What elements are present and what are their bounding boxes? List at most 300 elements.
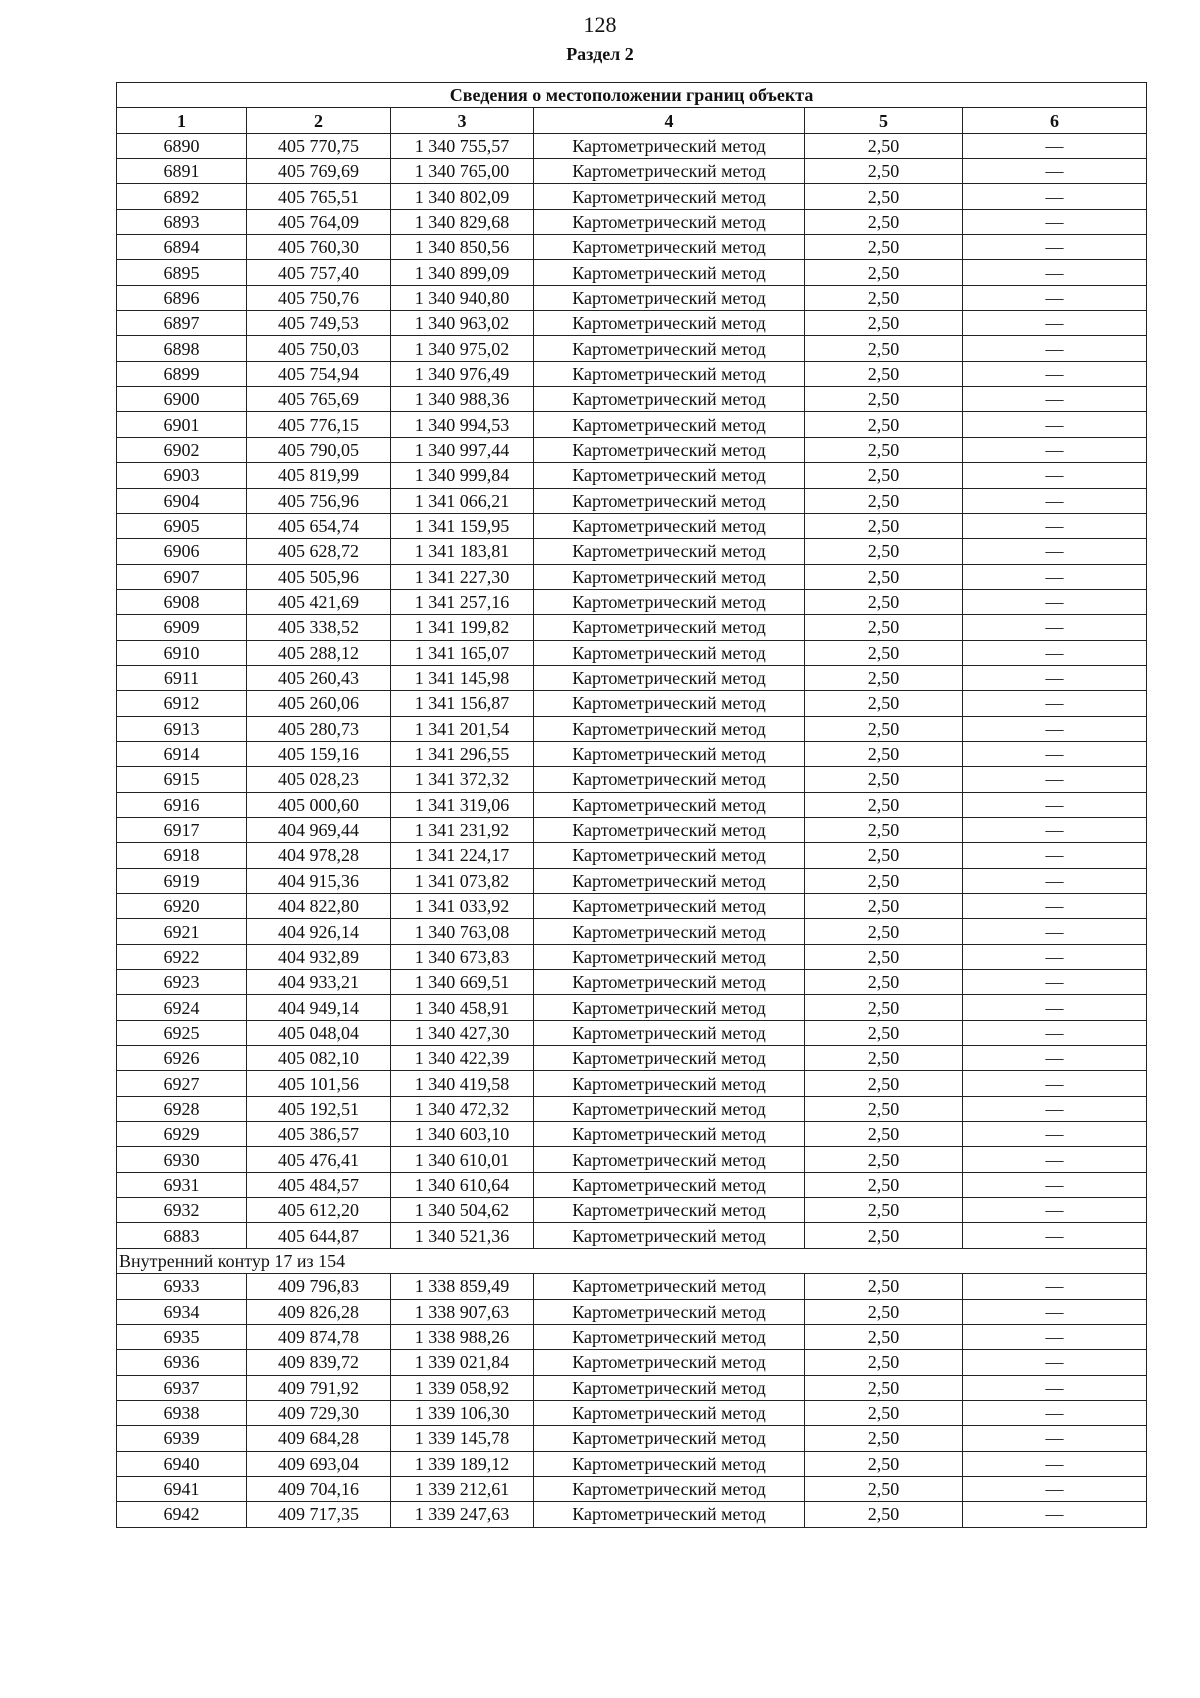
table-cell: 405 776,15: [247, 412, 391, 437]
table-cell: Картометрический метод: [534, 260, 805, 285]
table-cell: —: [963, 615, 1147, 640]
table-cell: —: [963, 1400, 1147, 1425]
table-cell: 1 341 224,17: [391, 843, 534, 868]
table-cell: 404 969,44: [247, 817, 391, 842]
table-cell: 6921: [117, 919, 247, 944]
table-cell: 1 340 988,36: [391, 387, 534, 412]
table-cell: 1 340 976,49: [391, 361, 534, 386]
table-cell: —: [963, 564, 1147, 589]
table-cell: 405 082,10: [247, 1046, 391, 1071]
table-cell: 6892: [117, 184, 247, 209]
table-cell: Картометрический метод: [534, 792, 805, 817]
table-cell: 1 340 850,56: [391, 235, 534, 260]
table-cell: —: [963, 209, 1147, 234]
table-cell: 1 341 257,16: [391, 589, 534, 614]
table-cell: 6931: [117, 1172, 247, 1197]
table-cell: 1 339 106,30: [391, 1400, 534, 1425]
table-row: [117, 235, 1147, 260]
table-cell: 1 339 058,92: [391, 1375, 534, 1400]
table-cell: Картометрический метод: [534, 387, 805, 412]
table-cell: 1 340 603,10: [391, 1122, 534, 1147]
column-header: 3: [391, 108, 534, 133]
table-cell: 1 341 199,82: [391, 615, 534, 640]
table-cell: 6913: [117, 716, 247, 741]
table-cell: 6904: [117, 488, 247, 513]
table-cell: Картометрический метод: [534, 944, 805, 969]
table-cell: 6910: [117, 640, 247, 665]
table-cell: 2,50: [805, 944, 963, 969]
table-cell: 6890: [117, 133, 247, 158]
table-cell: 404 932,89: [247, 944, 391, 969]
table-cell: 6912: [117, 691, 247, 716]
table-cell: 6936: [117, 1350, 247, 1375]
table-row: [117, 1476, 1147, 1501]
table-cell: 2,50: [805, 412, 963, 437]
table-row: [117, 1299, 1147, 1324]
table-cell: 405 765,51: [247, 184, 391, 209]
column-header: 1: [117, 108, 247, 133]
table-cell: Картометрический метод: [534, 463, 805, 488]
table-cell: Картометрический метод: [534, 1147, 805, 1172]
table-cell: 6933: [117, 1274, 247, 1299]
table-cell: 1 340 963,02: [391, 311, 534, 336]
table-cell: Картометрический метод: [534, 488, 805, 513]
table-cell: 405 260,43: [247, 665, 391, 690]
table-cell: —: [963, 235, 1147, 260]
table-cell: —: [963, 1122, 1147, 1147]
table-cell: 2,50: [805, 741, 963, 766]
table-row: [117, 1400, 1147, 1425]
contour-label: Внутренний контур 17 из 154: [117, 1248, 1147, 1273]
table-row: [117, 944, 1147, 969]
table-cell: 405 338,52: [247, 615, 391, 640]
table-row: [117, 260, 1147, 285]
column-header: 4: [534, 108, 805, 133]
table-row: [117, 1046, 1147, 1071]
table-cell: 2,50: [805, 1223, 963, 1248]
table-cell: 405 048,04: [247, 1020, 391, 1045]
table-cell: 2,50: [805, 995, 963, 1020]
table-cell: 1 341 183,81: [391, 539, 534, 564]
table-cell: 2,50: [805, 767, 963, 792]
table-cell: —: [963, 1451, 1147, 1476]
table-cell: 1 340 755,57: [391, 133, 534, 158]
table-row: [117, 640, 1147, 665]
table-cell: Картометрический метод: [534, 817, 805, 842]
table-cell: 1 341 066,21: [391, 488, 534, 513]
table-cell: 2,50: [805, 336, 963, 361]
table-cell: 6893: [117, 209, 247, 234]
table-cell: —: [963, 1350, 1147, 1375]
table-cell: 6940: [117, 1451, 247, 1476]
table-cell: 6928: [117, 1096, 247, 1121]
table-cell: —: [963, 311, 1147, 336]
table-row: [117, 133, 1147, 158]
table-row: [117, 539, 1147, 564]
table-cell: 409 839,72: [247, 1350, 391, 1375]
table-cell: 405 757,40: [247, 260, 391, 285]
table-cell: Картометрический метод: [534, 691, 805, 716]
table-cell: 2,50: [805, 539, 963, 564]
table-row: [117, 868, 1147, 893]
table-cell: Картометрический метод: [534, 970, 805, 995]
table-row: [117, 1020, 1147, 1045]
table-cell: —: [963, 995, 1147, 1020]
table-cell: 6898: [117, 336, 247, 361]
table-cell: 1 340 940,80: [391, 285, 534, 310]
table-cell: 2,50: [805, 894, 963, 919]
table-cell: 6896: [117, 285, 247, 310]
table-cell: Картометрический метод: [534, 311, 805, 336]
table-cell: 6911: [117, 665, 247, 690]
table-cell: 405 760,30: [247, 235, 391, 260]
table-cell: —: [963, 285, 1147, 310]
table-cell: 1 340 763,08: [391, 919, 534, 944]
table-cell: 2,50: [805, 716, 963, 741]
table-cell: Картометрический метод: [534, 1096, 805, 1121]
table-cell: 6923: [117, 970, 247, 995]
table-row: [117, 1451, 1147, 1476]
table-cell: —: [963, 1020, 1147, 1045]
table-cell: —: [963, 1476, 1147, 1501]
table-cell: 405 101,56: [247, 1071, 391, 1096]
table-cell: 2,50: [805, 1274, 963, 1299]
table-cell: Картометрический метод: [534, 919, 805, 944]
table-cell: 2,50: [805, 792, 963, 817]
table-cell: 6932: [117, 1198, 247, 1223]
table-row: [117, 995, 1147, 1020]
table-cell: 2,50: [805, 1476, 963, 1501]
table-cell: 2,50: [805, 1502, 963, 1527]
table-row: [117, 488, 1147, 513]
table-cell: 405 484,57: [247, 1172, 391, 1197]
table-cell: Картометрический метод: [534, 894, 805, 919]
table-cell: 2,50: [805, 133, 963, 158]
table-cell: 6935: [117, 1324, 247, 1349]
table-cell: 1 341 073,82: [391, 868, 534, 893]
table-row: [117, 1147, 1147, 1172]
table-cell: —: [963, 513, 1147, 538]
table-row: [117, 589, 1147, 614]
table-cell: 405 750,76: [247, 285, 391, 310]
table-cell: —: [963, 539, 1147, 564]
table-cell: 6915: [117, 767, 247, 792]
table-row: [117, 387, 1147, 412]
table-row: [117, 1122, 1147, 1147]
table-cell: 6901: [117, 412, 247, 437]
table-cell: 6899: [117, 361, 247, 386]
table-cell: 1 341 145,98: [391, 665, 534, 690]
table-cell: —: [963, 133, 1147, 158]
table-row: [117, 1426, 1147, 1451]
table-cell: —: [963, 1324, 1147, 1349]
table-row: [117, 817, 1147, 842]
table-cell: 1 340 610,01: [391, 1147, 534, 1172]
table-cell: Картометрический метод: [534, 589, 805, 614]
table-cell: 2,50: [805, 260, 963, 285]
table-cell: 2,50: [805, 665, 963, 690]
table-cell: Картометрический метод: [534, 235, 805, 260]
table-cell: 409 796,83: [247, 1274, 391, 1299]
table-cell: 2,50: [805, 1350, 963, 1375]
table-cell: Картометрический метод: [534, 209, 805, 234]
table-cell: —: [963, 1426, 1147, 1451]
table-cell: —: [963, 665, 1147, 690]
table-cell: Картометрический метод: [534, 716, 805, 741]
table-row: [117, 1502, 1147, 1527]
table-cell: 6934: [117, 1299, 247, 1324]
table-cell: 405 421,69: [247, 589, 391, 614]
table-cell: Картометрический метод: [534, 1400, 805, 1425]
section-title: Раздел 2: [566, 44, 634, 64]
table-cell: 1 339 189,12: [391, 1451, 534, 1476]
table-cell: —: [963, 1046, 1147, 1071]
table-cell: 409 684,28: [247, 1426, 391, 1451]
table-body: [117, 133, 1147, 1527]
table-cell: 404 978,28: [247, 843, 391, 868]
table-cell: Картометрический метод: [534, 564, 805, 589]
table-cell: 6905: [117, 513, 247, 538]
table-cell: 404 933,21: [247, 970, 391, 995]
table-cell: 2,50: [805, 159, 963, 184]
table-cell: 2,50: [805, 1172, 963, 1197]
table-cell: 405 260,06: [247, 691, 391, 716]
table-cell: 2,50: [805, 970, 963, 995]
table-cell: 6937: [117, 1375, 247, 1400]
table-cell: 405 628,72: [247, 539, 391, 564]
table-cell: 2,50: [805, 843, 963, 868]
table-cell: 405 770,75: [247, 133, 391, 158]
table-row: [117, 311, 1147, 336]
table-cell: 6916: [117, 792, 247, 817]
table-cell: —: [963, 437, 1147, 462]
column-header: 5: [805, 108, 963, 133]
table-cell: 2,50: [805, 1122, 963, 1147]
table-cell: Картометрический метод: [534, 1375, 805, 1400]
table-cell: —: [963, 817, 1147, 842]
table-cell: —: [963, 260, 1147, 285]
table-cell: 1 340 422,39: [391, 1046, 534, 1071]
table-cell: —: [963, 792, 1147, 817]
table-cell: 2,50: [805, 1046, 963, 1071]
table-cell: 1 340 673,83: [391, 944, 534, 969]
table-cell: Картометрический метод: [534, 640, 805, 665]
table-cell: 2,50: [805, 209, 963, 234]
table-cell: 405 654,74: [247, 513, 391, 538]
table-cell: 405 756,96: [247, 488, 391, 513]
table-cell: 404 926,14: [247, 919, 391, 944]
table-cell: Картометрический метод: [534, 1046, 805, 1071]
table-cell: —: [963, 336, 1147, 361]
table-cell: —: [963, 1172, 1147, 1197]
table-cell: 405 750,03: [247, 336, 391, 361]
table-cell: 2,50: [805, 868, 963, 893]
table-cell: 2,50: [805, 437, 963, 462]
table-cell: 405 159,16: [247, 741, 391, 766]
table-cell: 2,50: [805, 488, 963, 513]
table-cell: 2,50: [805, 184, 963, 209]
table-row: [117, 1172, 1147, 1197]
table-cell: Картометрический метод: [534, 1172, 805, 1197]
table-cell: 409 704,16: [247, 1476, 391, 1501]
table-cell: —: [963, 463, 1147, 488]
table-cell: 2,50: [805, 1198, 963, 1223]
table-cell: Картометрический метод: [534, 1198, 805, 1223]
table-cell: —: [963, 741, 1147, 766]
table-cell: Картометрический метод: [534, 767, 805, 792]
table-cell: —: [963, 868, 1147, 893]
column-header: 2: [247, 108, 391, 133]
table-cell: 6914: [117, 741, 247, 766]
table-cell: 2,50: [805, 1299, 963, 1324]
table-row: [117, 412, 1147, 437]
table-cell: —: [963, 1071, 1147, 1096]
table-cell: 2,50: [805, 564, 963, 589]
table-row: [117, 615, 1147, 640]
table-cell: Картометрический метод: [534, 1324, 805, 1349]
table-cell: 6920: [117, 894, 247, 919]
table-cell: 2,50: [805, 361, 963, 386]
table-row: [117, 843, 1147, 868]
boundary-coordinates-table: [116, 82, 1147, 1528]
table-cell: 2,50: [805, 1096, 963, 1121]
table-cell: 405 505,96: [247, 564, 391, 589]
table-cell: —: [963, 1299, 1147, 1324]
table-row: [117, 184, 1147, 209]
table-cell: 1 340 829,68: [391, 209, 534, 234]
table-cell: 404 949,14: [247, 995, 391, 1020]
table-cell: —: [963, 361, 1147, 386]
table-cell: Картометрический метод: [534, 184, 805, 209]
table-cell: —: [963, 488, 1147, 513]
table-row: [117, 1375, 1147, 1400]
table-cell: 6919: [117, 868, 247, 893]
contour-label-row: [117, 1248, 1147, 1273]
table-cell: Картометрический метод: [534, 159, 805, 184]
page-number: 128: [583, 12, 617, 37]
table-cell: 405 476,41: [247, 1147, 391, 1172]
table-cell: —: [963, 1502, 1147, 1527]
table-row: [117, 1274, 1147, 1299]
table-cell: 409 717,35: [247, 1502, 391, 1527]
table-cell: 405 765,69: [247, 387, 391, 412]
table-cell: —: [963, 919, 1147, 944]
table-cell: Картометрический метод: [534, 665, 805, 690]
table-row: [117, 792, 1147, 817]
table-cell: —: [963, 716, 1147, 741]
table-cell: 6907: [117, 564, 247, 589]
table-cell: 2,50: [805, 463, 963, 488]
column-header-row: [117, 108, 1147, 133]
table-cell: Картометрический метод: [534, 1071, 805, 1096]
table-cell: 6909: [117, 615, 247, 640]
table-cell: Картометрический метод: [534, 1274, 805, 1299]
table-cell: 2,50: [805, 615, 963, 640]
table-cell: —: [963, 1096, 1147, 1121]
table-cell: 6941: [117, 1476, 247, 1501]
table-cell: 405 280,73: [247, 716, 391, 741]
table-cell: 405 386,57: [247, 1122, 391, 1147]
table-row: [117, 970, 1147, 995]
table-cell: Картометрический метод: [534, 133, 805, 158]
table-cell: Картометрический метод: [534, 1223, 805, 1248]
table-cell: 405 612,20: [247, 1198, 391, 1223]
table-cell: 2,50: [805, 640, 963, 665]
table-cell: 6897: [117, 311, 247, 336]
table-cell: Картометрический метод: [534, 868, 805, 893]
table-cell: Картометрический метод: [534, 843, 805, 868]
table-cell: 6927: [117, 1071, 247, 1096]
table-cell: —: [963, 843, 1147, 868]
table-cell: —: [963, 1147, 1147, 1172]
table-cell: 1 341 231,92: [391, 817, 534, 842]
table-cell: 1 341 372,32: [391, 767, 534, 792]
table-cell: Картометрический метод: [534, 412, 805, 437]
table-row: [117, 919, 1147, 944]
table-cell: 6918: [117, 843, 247, 868]
table-cell: 2,50: [805, 387, 963, 412]
table-cell: 1 341 319,06: [391, 792, 534, 817]
table-row: [117, 691, 1147, 716]
table-cell: 1 340 765,00: [391, 159, 534, 184]
table-cell: —: [963, 767, 1147, 792]
table-cell: 2,50: [805, 1426, 963, 1451]
table-row: [117, 513, 1147, 538]
table-cell: 405 288,12: [247, 640, 391, 665]
table-cell: —: [963, 691, 1147, 716]
table-cell: 6926: [117, 1046, 247, 1071]
table-cell: 1 341 156,87: [391, 691, 534, 716]
table-cell: 2,50: [805, 513, 963, 538]
table-cell: 1 341 201,54: [391, 716, 534, 741]
table-cell: 1 339 247,63: [391, 1502, 534, 1527]
table-cell: 2,50: [805, 589, 963, 614]
table-cell: 2,50: [805, 1451, 963, 1476]
table-cell: 2,50: [805, 817, 963, 842]
column-header: 6: [963, 108, 1147, 133]
table-cell: 1 340 997,44: [391, 437, 534, 462]
table-cell: Картометрический метод: [534, 1451, 805, 1476]
table-cell: 1 339 021,84: [391, 1350, 534, 1375]
table-cell: 1 339 145,78: [391, 1426, 534, 1451]
table-cell: Картометрический метод: [534, 995, 805, 1020]
table-cell: —: [963, 970, 1147, 995]
table-row: [117, 1071, 1147, 1096]
table-cell: 405 790,05: [247, 437, 391, 462]
table-cell: 1 338 988,26: [391, 1324, 534, 1349]
table-cell: 6939: [117, 1426, 247, 1451]
table-caption-row: [117, 83, 1147, 108]
table-cell: 409 729,30: [247, 1400, 391, 1425]
table-cell: Картометрический метод: [534, 1350, 805, 1375]
table-cell: 6903: [117, 463, 247, 488]
table-cell: 1 338 907,63: [391, 1299, 534, 1324]
table-cell: Картометрический метод: [534, 1426, 805, 1451]
table-row: [117, 463, 1147, 488]
table-cell: 6883: [117, 1223, 247, 1248]
table-row: [117, 361, 1147, 386]
table-cell: 404 822,80: [247, 894, 391, 919]
table-cell: 6908: [117, 589, 247, 614]
table-row: [117, 665, 1147, 690]
table-cell: 6891: [117, 159, 247, 184]
table-cell: 2,50: [805, 235, 963, 260]
table-cell: 2,50: [805, 1375, 963, 1400]
table-cell: 405 749,53: [247, 311, 391, 336]
table-cell: 1 341 165,07: [391, 640, 534, 665]
table-cell: 6925: [117, 1020, 247, 1045]
table-cell: Картометрический метод: [534, 361, 805, 386]
